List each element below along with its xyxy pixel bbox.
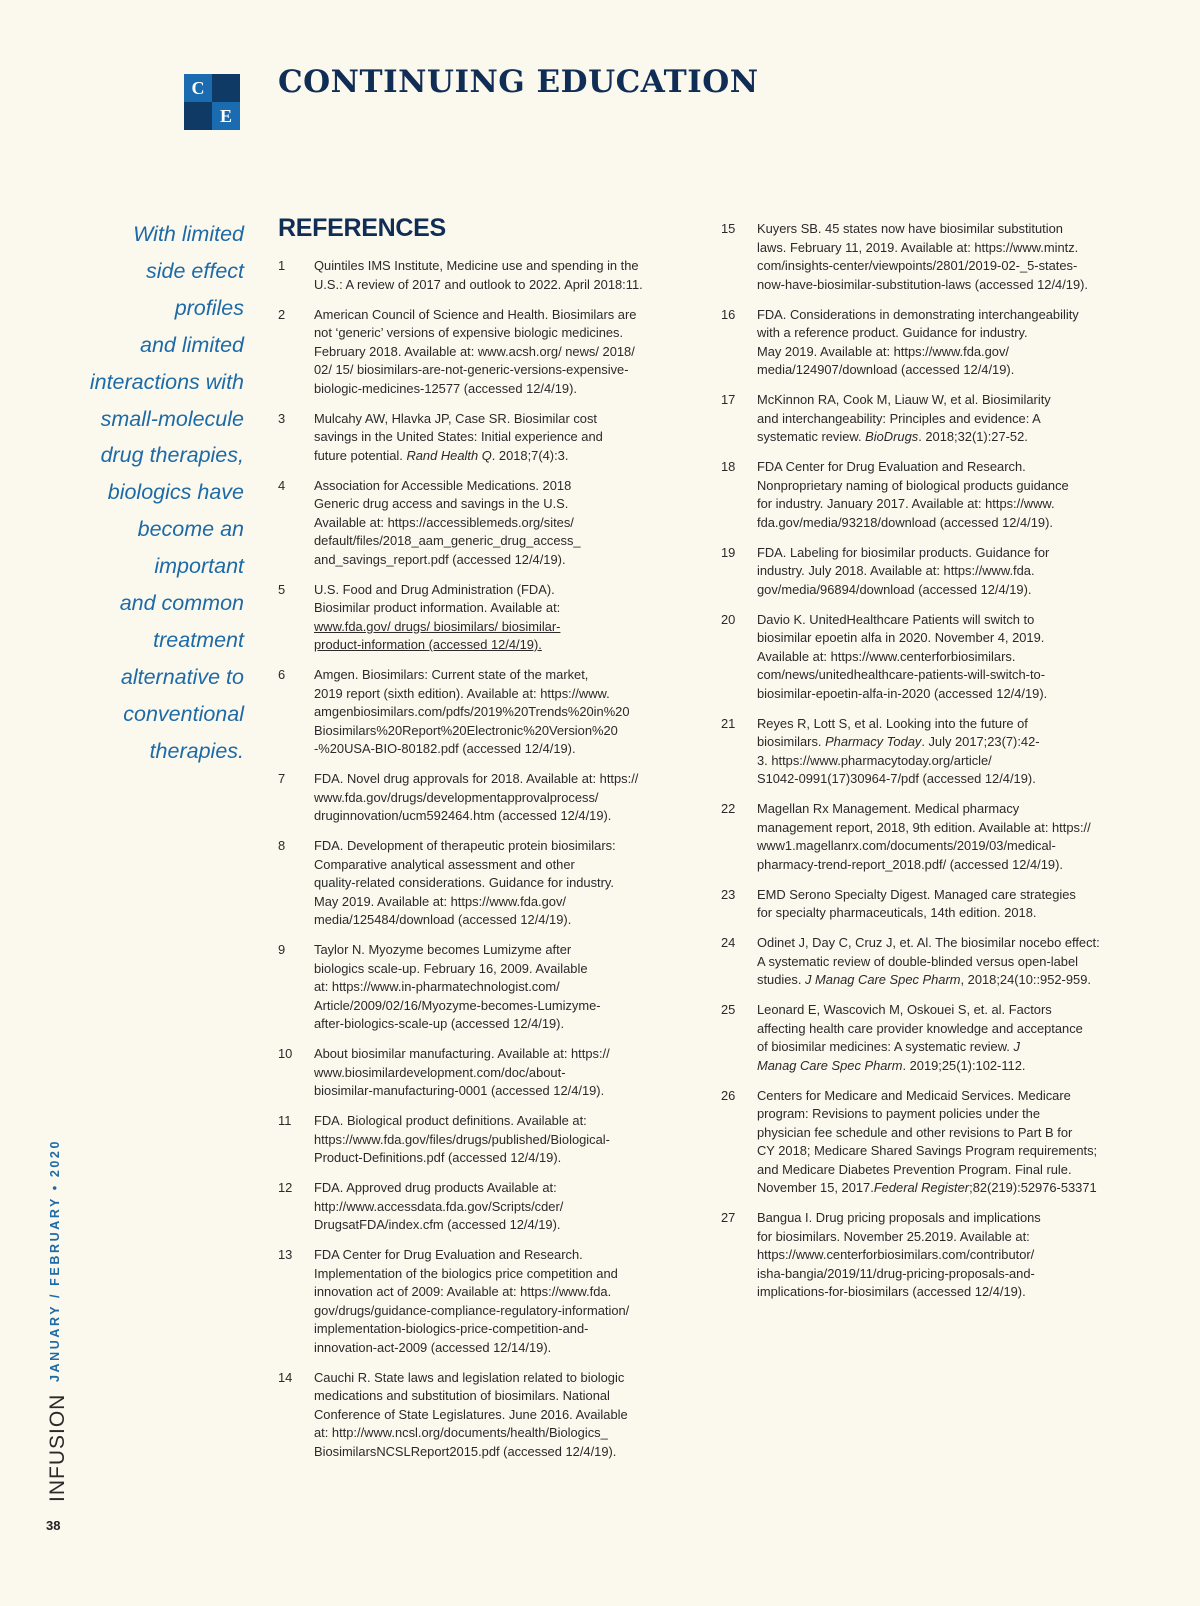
pull-quote-line: profiles — [174, 295, 244, 320]
reference-item — [721, 611, 1131, 704]
reference-text: EMD Serono Specialty Digest. Managed care strategies for specialty pharmaceuticals, 14th edition. 2018. — [757, 886, 1076, 920]
reference-item — [278, 581, 688, 655]
reference-text-part: Centers for Medicare and Medicaid Services. Medicare program: Revisions to payment policies under the physician fee schedule and other revisions to Part B for CY 2018; Medicare Shared Savings Program requirements; and Medicare Diabetes Prevention Program. Final rule. November 15, 2017. — [757, 1087, 1098, 1195]
reference-text-part: U.S. Food and Drug Administration (FDA). Biosimilar product information. Available at: — [314, 581, 561, 615]
reference-number: 9 — [278, 942, 286, 957]
reference-item — [278, 837, 688, 930]
reference-text-part: . 2018;7(4):3. — [491, 447, 569, 463]
reference-number: 22 — [721, 801, 736, 816]
reference-text-part: , 2018;24(10::952-959. — [960, 972, 1091, 987]
logo-square — [184, 102, 212, 130]
reference-text-part: . July 2017;23(7):42- 3. https://www.pharmacytoday.org/article/ S1042-0991(17)30964-7/pdf (accessed 12/4/19). — [757, 734, 1040, 786]
reference-item — [278, 941, 688, 1034]
reference-number: 3 — [278, 410, 286, 426]
reference-item — [278, 410, 688, 466]
reference-number: 4 — [278, 477, 286, 493]
section-title: CONTINUING EDUCATION — [278, 64, 759, 100]
reference-text-part: Reyes R, Lott S, et al. Looking into the future of biosimilars. — [757, 715, 1028, 749]
reference-number: 5 — [278, 581, 286, 597]
reference-text: Cauchi R. State laws and legislation related to biologic medications and substitution of biosimilars. National Conference of State Legislatures. June 2016. Available at: http://www.ncsl.org/documents/health/Biologics_ BiosimilarsNCSLReport2015.pdf (accessed 12/4/19). — [314, 1369, 628, 1459]
reference-number: 24 — [721, 935, 736, 950]
reference-text-part: McKinnon RA, Cook M, Liauw W, et al. Biosimilarity and interchangeability: Principles and evidence: A systematic review. — [757, 392, 1051, 444]
reference-number: 17 — [721, 392, 736, 407]
reference-text-part: . 2019;25(1):102-112. — [902, 1057, 1026, 1073]
reference-text: Quintiles IMS Institute, Medicine use and spending in the U.S.: A review of 2017 and outlook to 2022. April 2018:11. — [314, 258, 643, 292]
reference-item — [278, 1112, 688, 1168]
reference-text: FDA. Development of therapeutic protein biosimilars: Comparative analytical assessment and other quality-related considerations. Guidance for industry. May 2019. Available at: https://www.fda.gov/ media/125484/download (accessed 12/4/19). — [314, 838, 616, 927]
reference-number: 10 — [278, 1046, 293, 1061]
reference-text: FDA Center for Drug Evaluation and Research. Nonproprietary naming of biological products guidance for industry. January 2017. Available at: https://www. fda.gov/media/93218/download (accessed 12/4/19). — [757, 459, 1069, 530]
reference-text: Magellan Rx Management. Medical pharmacy management report, 2018, 9th edition. Available at: https:// www1.magellanrx.com/documents/2019/03/medical- pharmacy-trend-report_2018.pdf/ (accessed 12/4/19). — [757, 801, 1091, 872]
reference-number: 21 — [721, 715, 736, 731]
reference-text: Davio K. UnitedHealthcare Patients will switch to biosimilar epoetin alfa in 2020. November 4, 2019. Available at: https://www.centerforbiosimilars. com/news/unitedhealthcare-patients-will-switch-to- biosimilar-epoetin-alfa-in-2020 (accessed 12/4/19). — [757, 611, 1048, 701]
reference-journal: J Manag Care Spec Pharm — [757, 1039, 1020, 1073]
pull-quote-line: interactions with — [89, 369, 244, 394]
reference-item — [278, 666, 688, 759]
reference-item — [721, 1087, 1131, 1198]
reference-journal: BioDrugs — [865, 429, 919, 444]
reference-number: 8 — [278, 838, 286, 853]
reference-journal: Federal Register — [873, 1180, 970, 1195]
reference-number: 26 — [721, 1087, 736, 1103]
reference-text: FDA. Labeling for biosimilar products. Guidance for industry. July 2018. Available at: https://www.fda. gov/media/96894/download (accessed 12/4/19). — [757, 544, 1050, 597]
reference-text-part: Odinet J, Day C, Cruz J, et. Al. The biosimilar nocebo effect: A systematic review of double-blinded versus open-label studies. — [757, 935, 1100, 987]
reference-item — [278, 1045, 688, 1101]
reference-text-part: Leonard E, Wascovich M, Oskouei S, et. al. Factors affecting health care provider knowledge and acceptance of biosimilar medicines: A systematic review. — [757, 1002, 1083, 1054]
reference-number: 6 — [278, 667, 286, 682]
pull-quote-line: important — [154, 554, 244, 579]
pull-quote-line: and common — [119, 591, 244, 616]
issue-date: JANUARY / FEBRUARY • 2020 — [48, 1138, 62, 1382]
reference-text-part: ;82(219):52976-53371 — [969, 1180, 1097, 1195]
pull-quote-line: side effect — [146, 258, 244, 283]
reference-item — [721, 934, 1131, 990]
references-heading: REFERENCES — [278, 214, 446, 242]
reference-text: Amgen. Biosimilars: Current state of the market, 2019 report (sixth edition). Available at: https://www. amgenbiosimilars.com/pdfs/2019%20Trends%20in%20 Biosimilars%20Report%20Electronic%20Version%20 -%20USA-BIO-80182.pdf (accessed 12/4/19). — [314, 667, 630, 756]
pull-quote-line: conventional — [123, 701, 244, 726]
reference-item — [721, 544, 1131, 600]
pull-quote-line: therapies. — [149, 738, 244, 763]
reference-item — [721, 391, 1131, 447]
reference-text: FDA. Novel drug approvals for 2018. Available at: https:// www.fda.gov/drugs/developmentapprovalprocess/ druginnovation/ucm592464.htm (accessed 12/4/19). — [314, 771, 639, 823]
reference-link[interactable]: www.fda.gov/ drugs/ biosimilars/ biosimilar- product-information (accessed 12/4/19). — [314, 618, 561, 652]
reference-number: 14 — [278, 1369, 293, 1385]
reference-item — [721, 458, 1131, 532]
reference-text-part: Mulcahy AW, Hlavka JP, Case SR. Biosimilar cost savings in the United States: Initial experience and future potential. — [314, 410, 603, 463]
reference-text: Bangua I. Drug pricing proposals and implications for biosimilars. November 25.2019. Available at: https://www.centerforbiosimilars.com/contributor/ isha-bangia/2019/11/drug-pricing-proposals-and- implications-for-biosimilars (accessed 12/4/19). — [757, 1210, 1041, 1299]
reference-item — [278, 1369, 688, 1462]
reference-item — [721, 220, 1131, 294]
reference-number: 27 — [721, 1210, 736, 1225]
reference-journal: Pharmacy Today — [825, 734, 922, 749]
reference-item — [721, 1001, 1131, 1075]
pull-quote-line: small-molecule — [100, 406, 244, 431]
logo-letter-e: E — [212, 102, 240, 130]
reference-item — [721, 715, 1131, 789]
reference-number: 20 — [721, 611, 736, 627]
reference-number: 23 — [721, 886, 736, 902]
reference-item — [278, 770, 688, 826]
reference-number: 2 — [278, 306, 286, 322]
reference-text — [757, 934, 1131, 990]
reference-item — [721, 800, 1131, 874]
reference-number: 18 — [721, 459, 736, 474]
ce-logo — [184, 74, 240, 130]
reference-item — [721, 886, 1131, 923]
reference-number: 12 — [278, 1180, 293, 1195]
reference-text: American Council of Science and Health. Biosimilars are not ‘generic’ versions of expensive biologic medicines. February 2018. Available at: www.acsh.org/ news/ 2018/ 02/ 15/ biosimilars-are-not-generic-versions-expensive- biologic-medicines-12577 (accessed 12/4/19). — [314, 306, 637, 396]
reference-number: 13 — [278, 1247, 293, 1262]
page-number: 38 — [46, 1518, 61, 1533]
pull-quote-line: become an — [137, 517, 244, 542]
reference-text: FDA. Considerations in demonstrating interchangeability with a reference product. Guidance for industry. May 2019. Available at: https://www.fda.gov/ media/124907/download (accessed 12/4/19). — [757, 306, 1079, 377]
pull-quote-line: With limited — [133, 222, 244, 246]
pull-quote-line: alternative to — [120, 664, 244, 689]
reference-text: Taylor N. Myozyme becomes Lumizyme after biologics scale-up. February 16, 2009. Available at: https://www.in-pharmatechnologist.com/ Article/2009/02/16/Myozyme-becomes-Lumizyme- after-biologics-scale-up (accessed 12/4/19). — [314, 942, 601, 1031]
reference-number: 7 — [278, 771, 286, 786]
reference-item — [278, 257, 688, 294]
reference-item — [721, 306, 1131, 380]
reference-text — [757, 1001, 1131, 1075]
reference-text: FDA Center for Drug Evaluation and Research. Implementation of the biologics price competition and innovation act of 2009: Available at: https://www.fda. gov/drugs/guidance-compliance-regulatory-information/ implementation-biologics-price-competition-and- innovation-act-2009 (accessed 12/14/19). — [314, 1247, 630, 1355]
reference-text — [757, 391, 1131, 447]
reference-text-part: . 2018;32(1):27-52. — [918, 429, 1028, 444]
pull-quote-line: treatment — [153, 627, 244, 652]
logo-letter-c: C — [184, 74, 212, 102]
logo-square — [212, 74, 240, 102]
reference-number: 25 — [721, 1002, 736, 1017]
pull-quote — [60, 216, 244, 770]
reference-number: 11 — [278, 1113, 292, 1128]
reference-number: 15 — [721, 221, 736, 236]
references-column-left — [278, 257, 688, 1473]
reference-item — [278, 306, 688, 399]
reference-text: About biosimilar manufacturing. Available at: https:// www.biosimilardevelopment.com/doc/about- biosimilar-manufacturing-0001 (accessed 12/4/19). — [314, 1046, 610, 1098]
reference-text: FDA. Approved drug products Available at: http://www.accessdata.fda.gov/Scripts/cder/ DrugsatFDA/index.cfm (accessed 12/4/19). — [314, 1180, 564, 1232]
reference-text — [314, 581, 688, 655]
reference-text: Kuyers SB. 45 states now have biosimilar substitution laws. February 11, 2019. Available at: https://www.mintz. com/insights-center/viewpoints/2801/2019-02-_5-states- now-have-biosimilar-substitution-laws (accessed 12/4/19). — [757, 221, 1089, 292]
reference-text: Association for Accessible Medications. 2018 Generic drug access and savings in the U.S. Available at: https://accessiblemeds.org/sites/ default/files/2018_aam_generic_drug_access_ and_savings_report.pdf (accessed 12/4/19). — [314, 477, 581, 567]
reference-item — [278, 477, 688, 570]
reference-item — [278, 1179, 688, 1235]
pull-quote-line: drug therapies, — [100, 443, 244, 468]
reference-number: 1 — [278, 258, 286, 273]
brand-logo-text: INFUSION — [46, 1393, 69, 1502]
reference-text: FDA. Biological product definitions. Available at: https://www.fda.gov/files/drugs/published/Biological- Product-Definitions.pdf (accessed 12/4/19). — [314, 1113, 610, 1165]
reference-text — [314, 410, 688, 466]
reference-item — [721, 1209, 1131, 1302]
reference-journal: J Manag Care Spec Pharm — [805, 972, 961, 987]
reference-item — [278, 1246, 688, 1357]
reference-text — [757, 1087, 1131, 1198]
reference-number: 16 — [721, 306, 736, 322]
reference-text — [757, 715, 1131, 789]
pull-quote-line: and limited — [140, 332, 244, 357]
pull-quote-line: biologics have — [107, 480, 244, 505]
reference-number: 19 — [721, 544, 736, 560]
references-column-right — [721, 220, 1131, 1313]
reference-journal: Rand Health Q — [406, 447, 492, 463]
